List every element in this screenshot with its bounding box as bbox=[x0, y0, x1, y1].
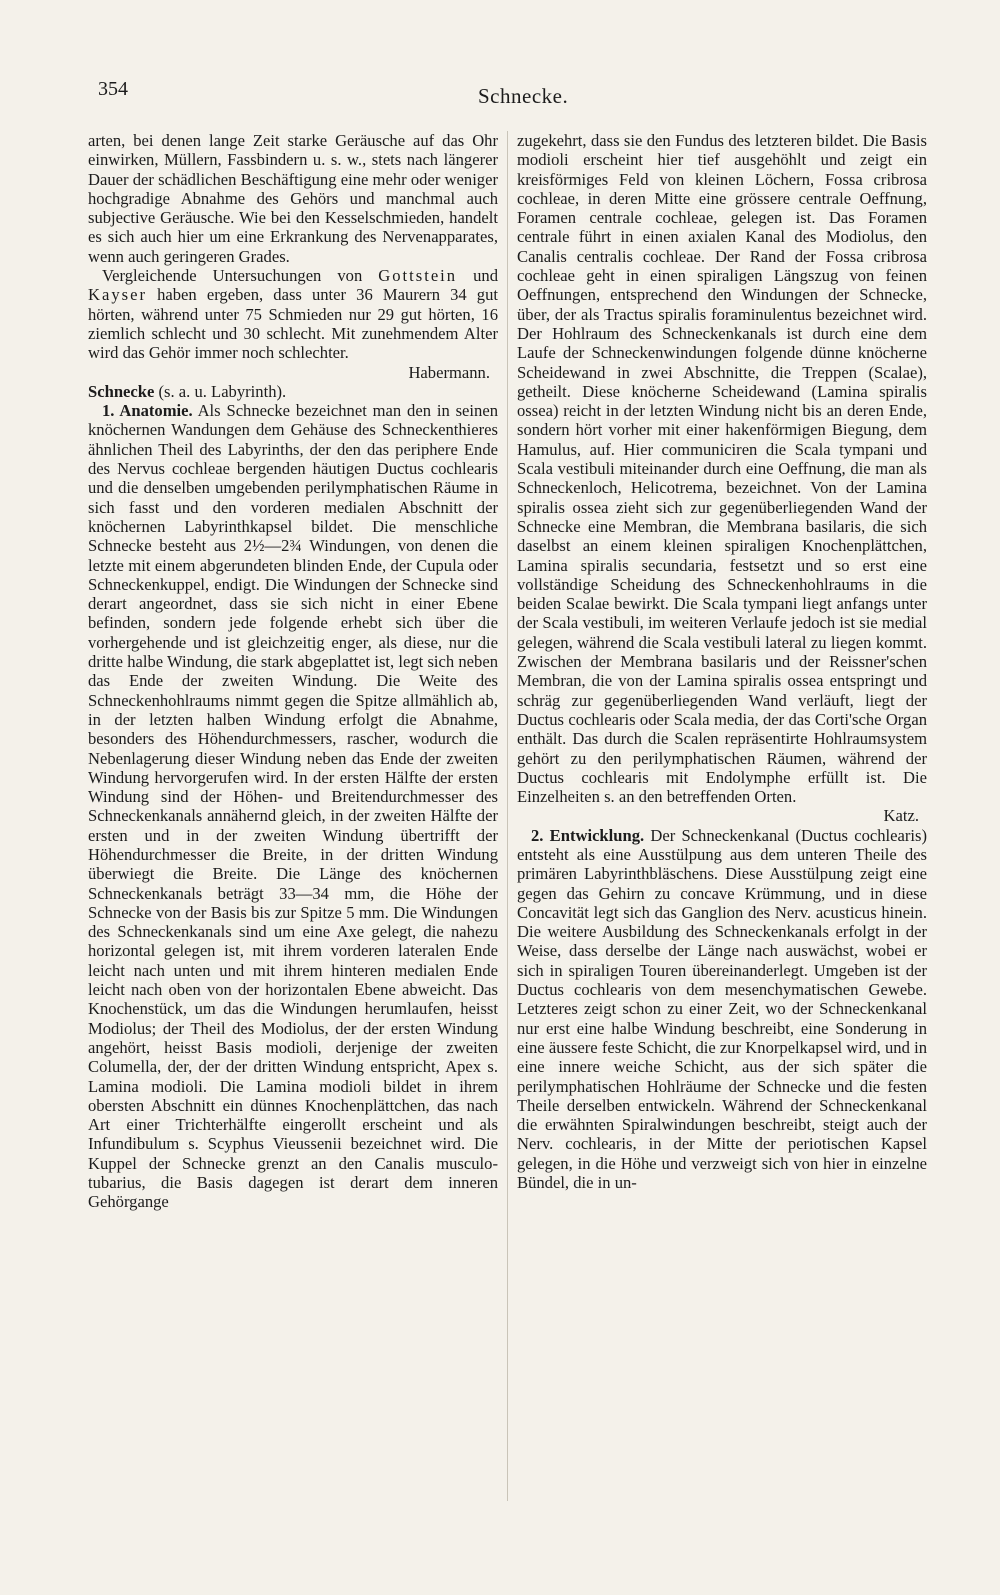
study-text-b: und bbox=[457, 266, 498, 286]
author-name-kayser: Kayser bbox=[88, 285, 147, 305]
section-entwicklung-text: Der Schneckenkanal (Ductus cochlearis) entsteht als eine Ausstülpung aus dem unteren Theile des primären Labyrinthbläschens. Diese Ausstülpung zeigt eine gegen das Gehirn zu concave Krümmung, und in diese Concavität legt sich das Ganglion des Nerv. acusticus hinein. Die weitere Ausbildung des Schneckenkanals erfolgt in der Weise, dass derselbe der Länge nach auswächst, wobei er sich in spiraligen Touren übereinanderlegt. Umgeben ist der Ductus cochlearis von dem mesenchymatischen Gewebe. Letzteres zeigt schon zu einer Zeit, wo der Schneckenkanal nur erst eine halbe Windung beschreibt, eine Sonderung in eine äussere feste Schicht, die zur Knorpelkapsel wird, und in eine innere weiche Schicht, aus der sich später die perilymphatischen Hohlräume der Schnecke und die festen Theile derselben entwickeln. Während der Schneckenkanal die erwähnten Spiralwindungen beschreibt, steigt auch der Nerv. cochlearis, in der Mitte der periotischen Kapsel gelegen, in die Höhe und verzweigt sich von hier in einzelne Bündel, die in un- bbox=[517, 825, 927, 1193]
author-signature-habermann: Habermann. bbox=[408, 362, 490, 382]
entry-heading bbox=[88, 382, 498, 401]
left-column bbox=[88, 131, 498, 1212]
author-name-gottstein: Gottstein bbox=[378, 266, 458, 286]
section-anatomie-text: Als Schnecke bezeichnet man den in seinen knöchernen Wandungen dem Gehäuse des Schneckenthieres ähnlichen Theil des Labyrinths, der den das periphere Ende des Nervus cochleae bergenden häutigen Ductus cochlearis und die denselben umgebenden perilymphatischen Räume in sich fasst und den vorderen medialen Abschnitt der knöchernen Labyrinthkapsel bildet. Die menschliche Schnecke besteht aus 2½—2¾ Windungen, von denen die letzte mit einem abgerundeten blinden Ende, der Cupula oder Schneckenkuppel, endigt. Die Windungen der Schnecke sind derart angeordnet, dass sie sich nicht in einer Ebene befinden, sondern jede folgende erhebt sich über die vorhergehende und ist gleichzeitig enger, als diese, nur die dritte halbe Windung, die stark abgeplattet ist, legt sich neben das Ende der zweiten Windung. Die Weite des Schneckenhohlraums nimmt gegen die Spitze allmählich ab, in der letzten halben Windung erfolgt die Abnahme, besonders des Höhendurchmessers, rascher, wodurch die Nebenlagerung dieser Windung neben das Ende der zweiten Windung hervorgerufen wird. In der ersten Hälfte der ersten Windung sind der Höhen- und Breitendurchmesser des Schneckenkanals annähernd gleich, in der zweiten Hälfte der ersten und in der zweiten Windung übertrifft der Höhendurchmesser die Breite, in der dritten Windung überwiegt die Breite. Die Länge des knöchernen Schneckenkanals beträgt 33—34 mm, die Höhe der Schnecke von der Basis bis zur Spitze 5 mm. Die Windungen des Schneckenkanals sind um eine Axe gelegt, die nahezu horizontal gelegen ist, mit ihrem vorderen lateralen Ende leicht nach unten und mit ihrem hinteren medialen Ende leicht nach oben von der horizontalen Ebene abweicht. Das Knochenstück, um das die Windungen herumlaufen, heisst Modiolus; der Theil des Modiolus, der der ersten Windung angehört, heisst Basis modioli, derjenige der zweiten Columella, der, der der dritten Windung entspricht, Apex s. Lamina modioli. Die Lamina modioli bildet in ihrem obersten Abschnitt ein dünnes Knochenplättchen, das nach Art einer Trichterhälfte eingerollt erscheint und als Infundibulum s. Scyphus Vieussenii bezeichnet wird. Die Kuppel der Schnecke grenzt an den Canalis musculo-tubarius, die Basis dagegen ist derart dem inneren Gehörgange bbox=[88, 401, 498, 1212]
page-number: 354 bbox=[98, 78, 128, 100]
author-signature-katz: Katz. bbox=[883, 806, 919, 826]
section-anatomie-label: 1. Anatomie. bbox=[102, 401, 193, 421]
entry-crossref: (s. a. u. Labyrinth). bbox=[154, 381, 287, 401]
study-text-a: Vergleichende Untersuchungen von bbox=[102, 266, 379, 286]
study-text-c: haben ergeben, dass unter 36 Maurern 34 gut hörten, während unter 75 Schmieden nur 29 gut hörten, 16 ziemlich schlecht und 30 schlecht. Mit zunehmendem Alter wird das Gehör immer noch schlechter. bbox=[88, 285, 498, 363]
section-entwicklung-label: 2. Entwicklung. bbox=[531, 825, 645, 845]
section-entwicklung bbox=[517, 826, 927, 1193]
entry-headword: Schnecke bbox=[88, 381, 155, 401]
column-divider bbox=[507, 131, 508, 1501]
paragraph-anatomie-continued: zugekehrt, dass sie den Fundus des letzteren bildet. Die Basis modioli erscheint hier tief ausgehöhlt und zeigt ein kreisförmiges Feld von kleinen Löchern, Fossa cribrosa cochleae, in deren Mitte eine grössere centrale Oeffnung, Foramen centrale cochleae, gelegen ist. Das Foramen centrale führt in einen axialen Kanal des Modiolus, den Canalis centralis cochleae. Der Rand der Fossa cribrosa cochleae geht in einen spiraligen Längszug von feinen Oeffnungen, entsprechend den Windungen der Schnecke, über, der als Tractus spiralis foraminulentus bezeichnet wird. Der Hohlraum des Schneckenkanals ist durch eine dem Laufe der Schneckenwindungen folgende dünne knöcherne Scheidewand in zwei Abschnitte, die Treppen (Scalae), getheilt. Diese knöcherne Scheidewand (Lamina spiralis ossea) reicht in der letzten Windung nicht bis an deren Ende, sondern hört vorher mit einer hakenförmigen Biegung, dem Hamulus, auf. Hier communiciren die Scala tympani und Scala vestibuli miteinander durch eine Oeffnung, die man als Schneckenloch, Helicotrema, bezeichnet. Von der Lamina spiralis ossea zieht sich zur gegenüberliegenden Wand der Schnecke eine Membran, die Membrana basilaris, die sich daselbst an einem kleinen spiraligen Knochenplättchen, Lamina spiralis secundaria, festsetzt und so erst eine vollständige Scheidung des Schneckenhohlraums in die beiden Scalae bewirkt. Die Scala tympani liegt anfangs unter der Scala vestibuli, im weiteren Verlaufe jedoch ist sie medial gelegen, während die Scala vestibuli lateral zu liegen kommt. Zwischen der Membrana basilaris und der Reissner'schen Membran, die von der Lamina spiralis ossea entspringt und schräg zur gegenüberliegenden Wand verläuft, liegt der Ductus cochlearis oder Scala media, der das Corti'sche Organ enthält. Das durch die Scalen repräsentirte Hohlraumsystem gehört zu den perilymphatischen Räumen, während der Ductus cochlearis mit Endolymphe erfüllt ist. Die Einzelheiten s. an den betreffenden Orten. bbox=[517, 131, 927, 807]
right-column bbox=[517, 131, 927, 1192]
paragraph-comparative-study bbox=[88, 266, 498, 362]
running-title: Schnecke. bbox=[478, 84, 569, 108]
section-anatomie bbox=[88, 401, 498, 1211]
paragraph-occupational-hearing: arten, bei denen lange Zeit starke Geräusche auf das Ohr einwirken, Müllern, Fassbindern u. s. w., stets nach längerer Dauer der schädlichen Beschäftigung eine mehr oder weniger hochgradige Abnahme des Gehörs und manchmal auch subjective Geräusche. Wie bei den Kesselschmieden, handelt es sich auch hier um eine Erkrankung des Nervenapparates, wenn auch geringeren Grades. bbox=[88, 131, 498, 266]
